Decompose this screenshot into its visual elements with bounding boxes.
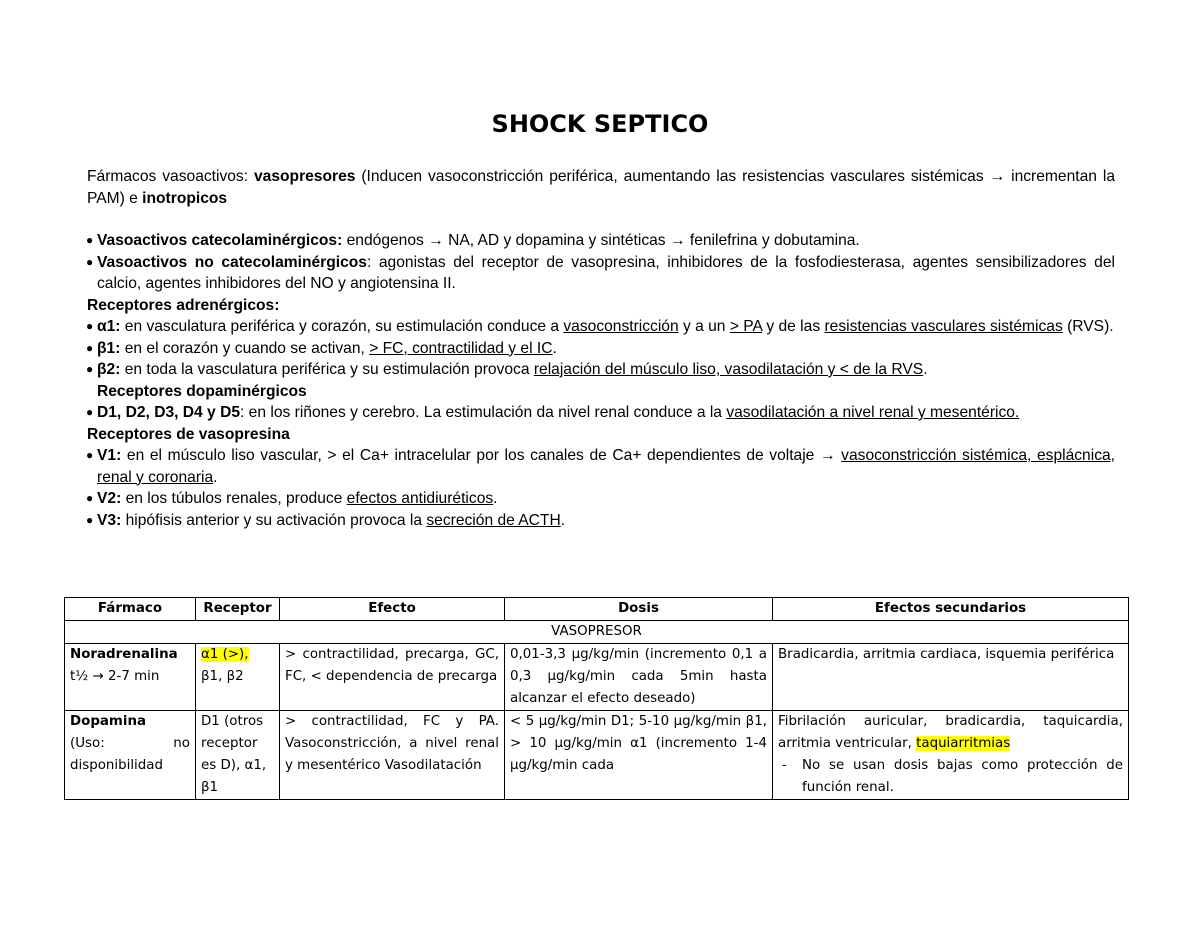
table-section-row bbox=[65, 621, 1129, 644]
bullet-icon: ● bbox=[86, 254, 94, 269]
page-title: SHOCK SEPTICO bbox=[491, 110, 709, 138]
bullet-icon: ● bbox=[86, 233, 94, 247]
header-efecto: Efecto bbox=[280, 598, 505, 621]
cell-efecto: > contractilidad, precarga, GC, FC, < dependencia de precarga bbox=[280, 644, 505, 711]
intro-text-2: (Inducen vasoconstricción periférica, aumentando las resistencias vasculares sistémicas → incrementan la PAM) e bbox=[87, 168, 1115, 207]
list-item-alpha1: ● α1: en vasculatura periférica y corazón, su estimulación conduce a vasoconstricción y a un > PA y de las resistencias vasculares sistémicas (RVS). bbox=[87, 316, 1115, 338]
header-receptor: Receptor bbox=[196, 598, 280, 621]
bullet-icon: ● bbox=[86, 491, 94, 505]
table-row bbox=[65, 644, 1129, 711]
intro-text: Fármacos vasoactivos: bbox=[87, 168, 254, 185]
table-header-row bbox=[65, 598, 1129, 621]
cell-secundarios: Bradicardia, arritmia cardiaca, isquemia periférica bbox=[773, 644, 1129, 711]
heading-dopaminergicos: Receptores dopaminérgicos bbox=[97, 382, 307, 400]
intro-paragraph bbox=[87, 166, 1115, 209]
heading-vasopresina: Receptores de vasopresina bbox=[87, 425, 290, 443]
list-item-beta2: ● β2: en toda la vasculatura periférica y su estimulación provoca relajación del músculo liso, vasodilatación y < de la RVS. bbox=[87, 359, 1115, 381]
bullet-icon: ● bbox=[86, 362, 94, 376]
highlight: taquiarritmias bbox=[916, 736, 1011, 751]
heading-adrenergicos: Receptores adrenérgicos: bbox=[87, 296, 280, 314]
bullet-icon: ● bbox=[86, 512, 94, 527]
list-item-v1: ● V1: en el músculo liso vascular, > el Ca+ intracelular por los canales de Ca+ dependientes de voltaje → vasoconstricción sistémica, esplácnica, renal y coronaria. bbox=[86, 447, 1115, 486]
list-item-dopamine-receptors: ● D1, D2, D3, D4 y D5: en los riñones y cerebro. La estimulación da nivel renal conduce a la vasodilatación a nivel renal y mesentérico. bbox=[87, 402, 1115, 424]
bullet-icon: ● bbox=[86, 340, 94, 355]
cell-drug: Noradrenalina t½ → 2-7 min bbox=[65, 644, 196, 711]
cell-secundarios: Fibrilación auricular, bradicardia, taquicardia, arritmia ventricular, taquiarritmias - No se usan dosis bajas como protección de función renal. bbox=[773, 711, 1129, 800]
cell-receptor: D1 (otros receptor es D), α1, β1 bbox=[196, 711, 280, 800]
list-item-v2: ● V2: en los túbulos renales, produce efectos antidiuréticos. bbox=[87, 488, 1115, 510]
cell-receptor: α1 (>), β1, β2 bbox=[196, 644, 280, 711]
header-farmaco: Fármaco bbox=[65, 598, 196, 621]
bullet-icon: ● bbox=[86, 448, 94, 462]
header-dosis: Dosis bbox=[505, 598, 773, 621]
section-vasopresor: VASOPRESOR bbox=[65, 621, 1129, 644]
intro-inotropicos: inotropicos bbox=[142, 189, 228, 207]
bullet-icon: ● bbox=[86, 405, 94, 419]
list-item-no-catecolaminergicos: ● Vasoactivos no catecolaminérgicos: agonistas del receptor de vasopresina, inhibidores de la fosfodiesterasa, agentes sensibilizadores del calcio, agentes inhibidores del NO y angiotensina II. bbox=[86, 253, 1115, 292]
list-item-catecolaminergicos: ● Vasoactivos catecolaminérgicos: endógenos → NA, AD y dopamina y sintéticas → fenilefrina y dobutamina. bbox=[87, 230, 1115, 252]
highlight: α1 (>), bbox=[201, 647, 249, 662]
list-item-beta1: ● β1: en el corazón y cuando se activan, > FC, contractilidad y el IC. bbox=[87, 338, 1115, 360]
table-row bbox=[65, 711, 1129, 800]
cell-dosis: 0,01-3,3 μg/kg/min (incremento 0,1 a 0,3 μg/kg/min cada 5min hasta alcanzar el efecto deseado) bbox=[505, 644, 773, 711]
cell-dosis: < 5 μg/kg/min D1; 5-10 μg/kg/min β1, > 10 μg/kg/min α1 (incremento 1-4 μg/kg/min cada bbox=[505, 711, 773, 800]
cell-efecto: > contractilidad, FC y PA. Vasoconstricción, a nivel renal y mesentérico Vasodilatación bbox=[280, 711, 505, 800]
bullet-icon: ● bbox=[86, 319, 94, 333]
cell-drug: Dopamina (Uso: no disponibilidad bbox=[65, 711, 196, 800]
intro-vasopresores: vasopresores bbox=[254, 168, 356, 185]
drugs-table bbox=[64, 597, 1129, 800]
list-item-v3: ● V3: hipófisis anterior y su activación provoca la secreción de ACTH. bbox=[87, 510, 1115, 532]
header-efectos-secundarios: Efectos secundarios bbox=[773, 598, 1129, 621]
document-body bbox=[87, 166, 1115, 531]
